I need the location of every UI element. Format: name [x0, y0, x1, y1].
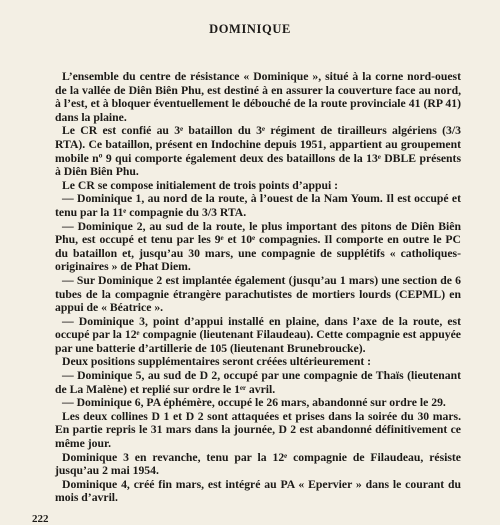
page-title: DOMINIQUE — [209, 22, 291, 36]
paragraph-attack: Les deux collines D 1 et D 2 sont attaquées et prises dans la soirée du 30 mars. En partie repris le 31 mars dans la journée, D 2 est abandonné définitivement ce même jour. — [55, 409, 461, 451]
paragraph-dominique-4: Dominique 4, créé fin mars, est intégré au PA « Epervier » dans le courant du mois d’avril. — [55, 477, 461, 505]
paragraph-dominique-3: — Dominique 3, point d’appui installé en plaine, dans l’axe de la route, est occupé par la 12ᵉ compagnie (lieutenant Filaudeau). Cette compagnie est appuyée par une batterie d’artillerie de 105 (lieutenant Brunebroucke). — [55, 314, 461, 355]
paragraph-dominique-1: — Dominique 1, au nord de la route, à l’ouest de la Nam Youm. Il est occupé et tenu par la 11ᵉ compagnie du 3/3 RTA. — [55, 192, 461, 219]
paragraph-intro: L’ensemble du centre de résistance « Dominique », situé à la corne nord-ouest de la vallée de Diên Biên Phu, est destiné à en assurer la couverture face au nord, à l’est, et à bloquer éventuellement le débouché de la route provinciale 41 (RP 41) dans la plaine. — [55, 70, 461, 124]
body-text — [55, 70, 461, 505]
paragraph-cr-composition: Le CR se compose initialement de trois points d’appui : — [62, 178, 339, 192]
paragraph-additional-positions: Deux positions supplémentaires seront créées ultérieurement : — [62, 355, 372, 369]
paragraph-dominique-5: — Dominique 5, au sud de D 2, occupé par une compagnie de Thaïs (lieutenant de La Malène) et replié sur ordre le 1ᵉʳ avril. — [55, 369, 461, 396]
paragraph-dominique-3-resists: Dominique 3 en revanche, tenu par la 12ᵉ compagnie de Filaudeau, résiste jusqu’au 2 mai 1954. — [55, 450, 461, 478]
paragraph-cr-assignment: Le CR est confié au 3ᵉ bataillon du 3ᵉ régiment de tirailleurs algériens (3/3 RTA). Ce bataillon, présent en Indochine depuis 1951, appartient au groupement mobile nº 9 qui comporte également deux des bataillons de la 13ᵉ DBLE présents à Diên Biên Phu. — [55, 124, 461, 179]
paragraph-dominique-6: — Dominique 6, PA éphémère, occupé le 26 mars, abandonné sur ordre le 29. — [62, 396, 446, 410]
page-number: 222 — [32, 513, 49, 525]
paragraph-dominique-2-mortars: — Sur Dominique 2 est implantée également (jusqu’au 1 mars) une section de 6 tubes de la compagnie étrangère parachutistes de mortiers lourds (CEPML) en appui de « Béatrice ». — [55, 273, 461, 315]
paragraph-dominique-2: — Dominique 2, au sud de la route, le plus important des pitons de Diên Biên Phu, est occupé et tenu par les 9ᵉ et 10ᵉ compagnies. Il comporte en outre le PC du bataillon et, jusqu’au 30 mars, une compagnie de supplétifs « catholiques-originaires » de Phat Diem. — [55, 219, 461, 274]
